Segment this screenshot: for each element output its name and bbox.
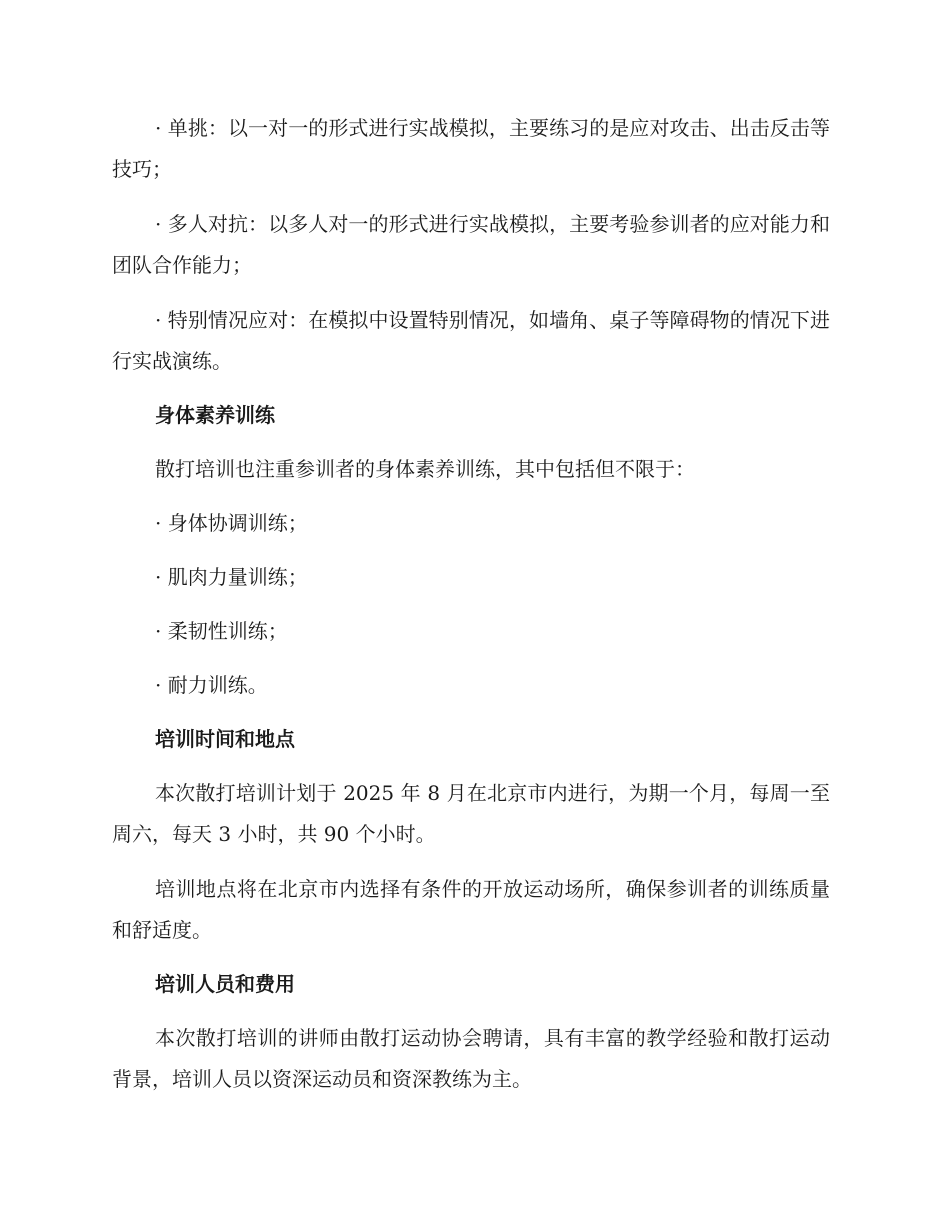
section-heading-fitness: 身体素养训练 [155,403,275,427]
list-item-sparring: · 单挑：以一对一的形式进行实战模拟，主要练习的是应对攻击、出击反击等技巧； [112,116,830,181]
section-heading-staff: 培训人员和费用 [155,972,295,996]
section-heading-schedule: 培训时间和地点 [155,727,295,751]
list-item-multi-opponent: · 多人对抗：以多人对一的形式进行实战模拟，主要考验参训者的应对能力和团队合作能力； [112,212,830,277]
list-item-endurance: · 耐力训练。 [155,673,268,697]
list-item-flexibility: · 柔韧性训练； [155,619,288,643]
schedule-paragraph-time: 本次散打培训计划于 2025 年 8 月在北京市内进行，为期一个月，每周一至周六，每天 3 小时，共 90 个小时。 [112,781,830,846]
list-item-coordination: · 身体协调训练； [155,511,308,535]
list-item-strength: · 肌肉力量训练； [155,565,308,589]
schedule-paragraph-location: 培训地点将在北京市内选择有条件的开放运动场所，确保参训者的训练质量和舒适度。 [112,877,830,942]
document-page [112,108,830,1100]
list-item-special-situations: · 特别情况应对：在模拟中设置特别情况，如墙角、桌子等障碍物的情况下进行实战演练。 [112,308,830,373]
staff-paragraph: 本次散打培训的讲师由散打运动协会聘请，具有丰富的教学经验和散打运动背景，培训人员以资深运动员和资深教练为主。 [112,1026,830,1091]
fitness-intro: 散打培训也注重参训者的身体素养训练，其中包括但不限于： [155,457,695,481]
